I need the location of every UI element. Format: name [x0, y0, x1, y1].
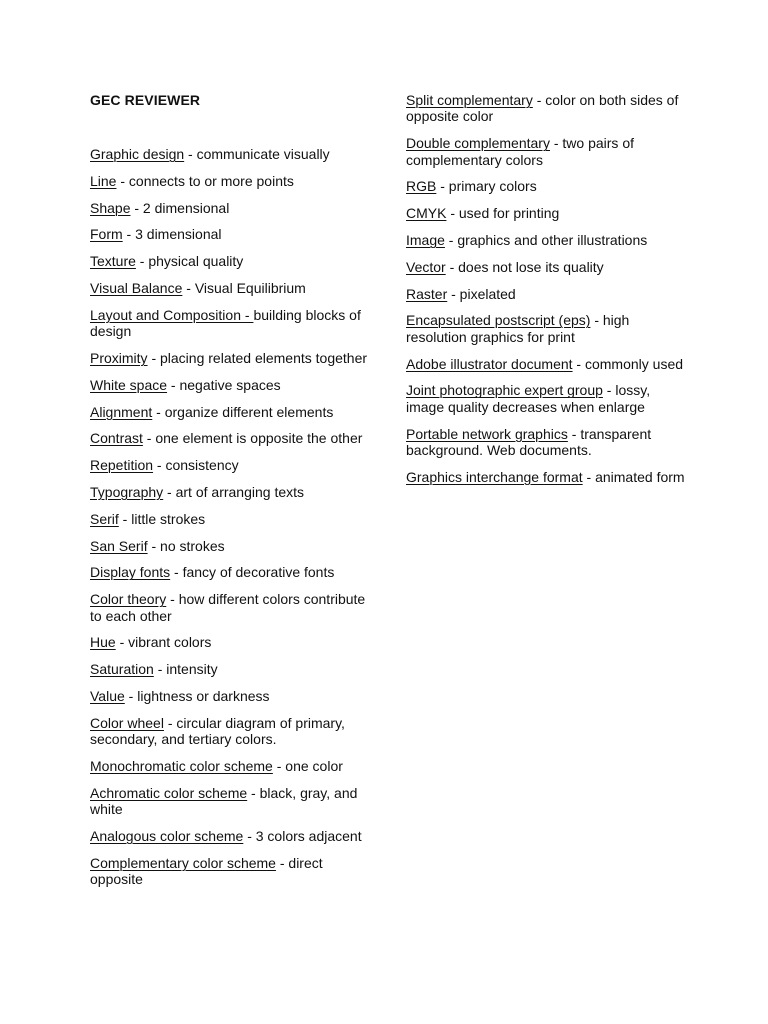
glossary-entry: [406, 382, 686, 415]
glossary-entry: [90, 146, 370, 162]
glossary-term: Value: [90, 687, 125, 704]
glossary-entry: [90, 253, 370, 269]
glossary-definition: - connects to or more points: [116, 172, 294, 189]
glossary-term: Graphic design: [90, 146, 185, 162]
glossary-definition: - color on both sides of opposite color: [406, 92, 679, 125]
glossary-term: Split complementary: [406, 92, 533, 108]
glossary-definition: - primary colors: [436, 178, 537, 195]
glossary-definition: - animated form: [582, 468, 685, 485]
glossary-entry: [406, 312, 686, 345]
glossary-term: Raster: [406, 285, 448, 302]
glossary-term: Texture: [90, 253, 136, 270]
glossary-entry: [406, 178, 686, 194]
glossary-term: Vector: [406, 258, 446, 275]
glossary-term: Portable network graphics: [406, 425, 568, 442]
glossary-definition: - one color: [272, 757, 343, 774]
glossary-entry: [406, 232, 686, 248]
glossary-definition: - 3 dimensional: [122, 226, 222, 243]
document-title: GEC REVIEWER: [90, 92, 201, 108]
glossary-entry: [90, 226, 370, 242]
glossary-term: Encapsulated postscript (eps): [406, 312, 591, 329]
glossary-entry: [406, 356, 686, 372]
glossary-entry: [90, 758, 370, 774]
glossary-definition: - lossy, image quality decreases when enlarge: [406, 382, 651, 415]
glossary-definition: - negative spaces: [167, 376, 281, 393]
glossary-entry: [90, 484, 370, 500]
glossary-term: Shape: [90, 199, 131, 216]
glossary-term: Image: [406, 232, 445, 248]
glossary-term: Color theory: [90, 591, 167, 608]
glossary-term: Form: [90, 226, 123, 243]
glossary-definition: - fancy of decorative fonts: [170, 564, 335, 581]
glossary-definition: - pixelated: [447, 285, 516, 302]
glossary-term: Double complementary: [406, 135, 550, 152]
glossary-definition: - little strokes: [118, 510, 206, 527]
glossary-entry: [406, 286, 686, 302]
glossary-term: Complementary color scheme: [90, 854, 276, 871]
glossary-definition: - how different colors contribute to each other: [90, 591, 366, 624]
glossary-definition: - communicate visually: [184, 146, 330, 162]
glossary-definition: - vibrant colors: [115, 634, 212, 651]
glossary-term: Hue: [90, 634, 116, 651]
glossary-definition: - graphics and other illustrations: [444, 232, 648, 248]
left-column: [90, 146, 370, 898]
glossary-definition: - lightness or darkness: [124, 687, 270, 704]
glossary-entry: [90, 173, 370, 189]
glossary-entry: [90, 661, 370, 677]
glossary-term: Joint photographic expert group: [406, 382, 603, 399]
glossary-term: Serif: [90, 510, 119, 527]
glossary-entry: [90, 350, 370, 366]
glossary-definition: - 2 dimensional: [130, 199, 230, 216]
glossary-definition: - one element is opposite the other: [142, 430, 363, 447]
glossary-entry: [90, 564, 370, 580]
glossary-entry: [90, 715, 370, 748]
glossary-entry: [90, 457, 370, 473]
glossary-definition: - 3 colors adjacent: [243, 827, 362, 844]
glossary-term: San Serif: [90, 537, 148, 554]
glossary-entry: [90, 688, 370, 704]
glossary-definition: - direct opposite: [90, 854, 323, 888]
glossary-entry: [90, 430, 370, 446]
glossary-term: Contrast: [90, 430, 143, 447]
glossary-definition: - Visual Equilibrium: [182, 279, 306, 296]
glossary-term: Proximity: [90, 349, 148, 366]
glossary-term: Saturation: [90, 661, 154, 678]
glossary-term: RGB: [406, 178, 437, 195]
glossary-entry: [90, 538, 370, 554]
glossary-entry: [90, 307, 370, 340]
glossary-definition: - two pairs of complementary colors: [406, 135, 634, 168]
glossary-entry: [90, 828, 370, 844]
glossary-definition: - consistency: [153, 457, 239, 474]
right-column: [406, 92, 686, 496]
glossary-definition: - transparent background. Web documents.: [406, 425, 652, 458]
glossary-entry: [90, 634, 370, 650]
glossary-term: Analogous color scheme: [90, 827, 244, 844]
glossary-term: Graphics interchange format: [406, 468, 583, 485]
glossary-term: Achromatic color scheme: [90, 784, 248, 801]
glossary-definition: - used for printing: [446, 205, 560, 222]
glossary-entry: [90, 280, 370, 296]
glossary-entry: [90, 511, 370, 527]
glossary-definition: - does not lose its quality: [445, 258, 604, 275]
glossary-term: Repetition: [90, 457, 154, 474]
glossary-term: CMYK: [406, 205, 447, 222]
glossary-term: Color wheel: [90, 714, 164, 731]
glossary-entry: [406, 205, 686, 221]
glossary-entry: [406, 259, 686, 275]
glossary-definition: - physical quality: [135, 253, 244, 270]
glossary-definition: - intensity: [153, 661, 218, 678]
glossary-definition: - commonly used: [572, 355, 684, 372]
glossary-entry: [406, 135, 686, 168]
glossary-definition: - organize different elements: [152, 403, 334, 420]
glossary-definition: building blocks of design: [90, 306, 361, 340]
glossary-term: Monochromatic color scheme: [90, 757, 273, 774]
glossary-entry: [90, 200, 370, 216]
glossary-entry: [406, 469, 686, 485]
glossary-entry: [90, 855, 370, 888]
glossary-definition: - no strokes: [147, 537, 225, 554]
glossary-entry: [90, 377, 370, 393]
glossary-term: Visual Balance: [90, 279, 183, 296]
glossary-entry: [90, 404, 370, 420]
glossary-entry: [90, 591, 370, 624]
glossary-definition: - art of arranging texts: [163, 483, 305, 500]
glossary-definition: - circular diagram of primary, secondary, and tertiary colors.: [90, 714, 345, 748]
glossary-definition: - black, gray, and white: [90, 784, 358, 818]
glossary-entry: [406, 426, 686, 459]
glossary-definition: - placing related elements together: [147, 349, 368, 366]
glossary-entry: [406, 92, 686, 125]
glossary-definition: - high resolution graphics for print: [406, 312, 630, 345]
glossary-term: Typography: [90, 483, 164, 500]
glossary-term: Layout and Composition -: [90, 306, 254, 323]
glossary-term: Line: [90, 172, 117, 189]
glossary-term: Adobe illustrator document: [406, 355, 573, 372]
glossary-term: Display fonts: [90, 564, 171, 581]
glossary-term: Alignment: [90, 403, 153, 420]
glossary-term: White space: [90, 376, 168, 393]
glossary-entry: [90, 785, 370, 818]
